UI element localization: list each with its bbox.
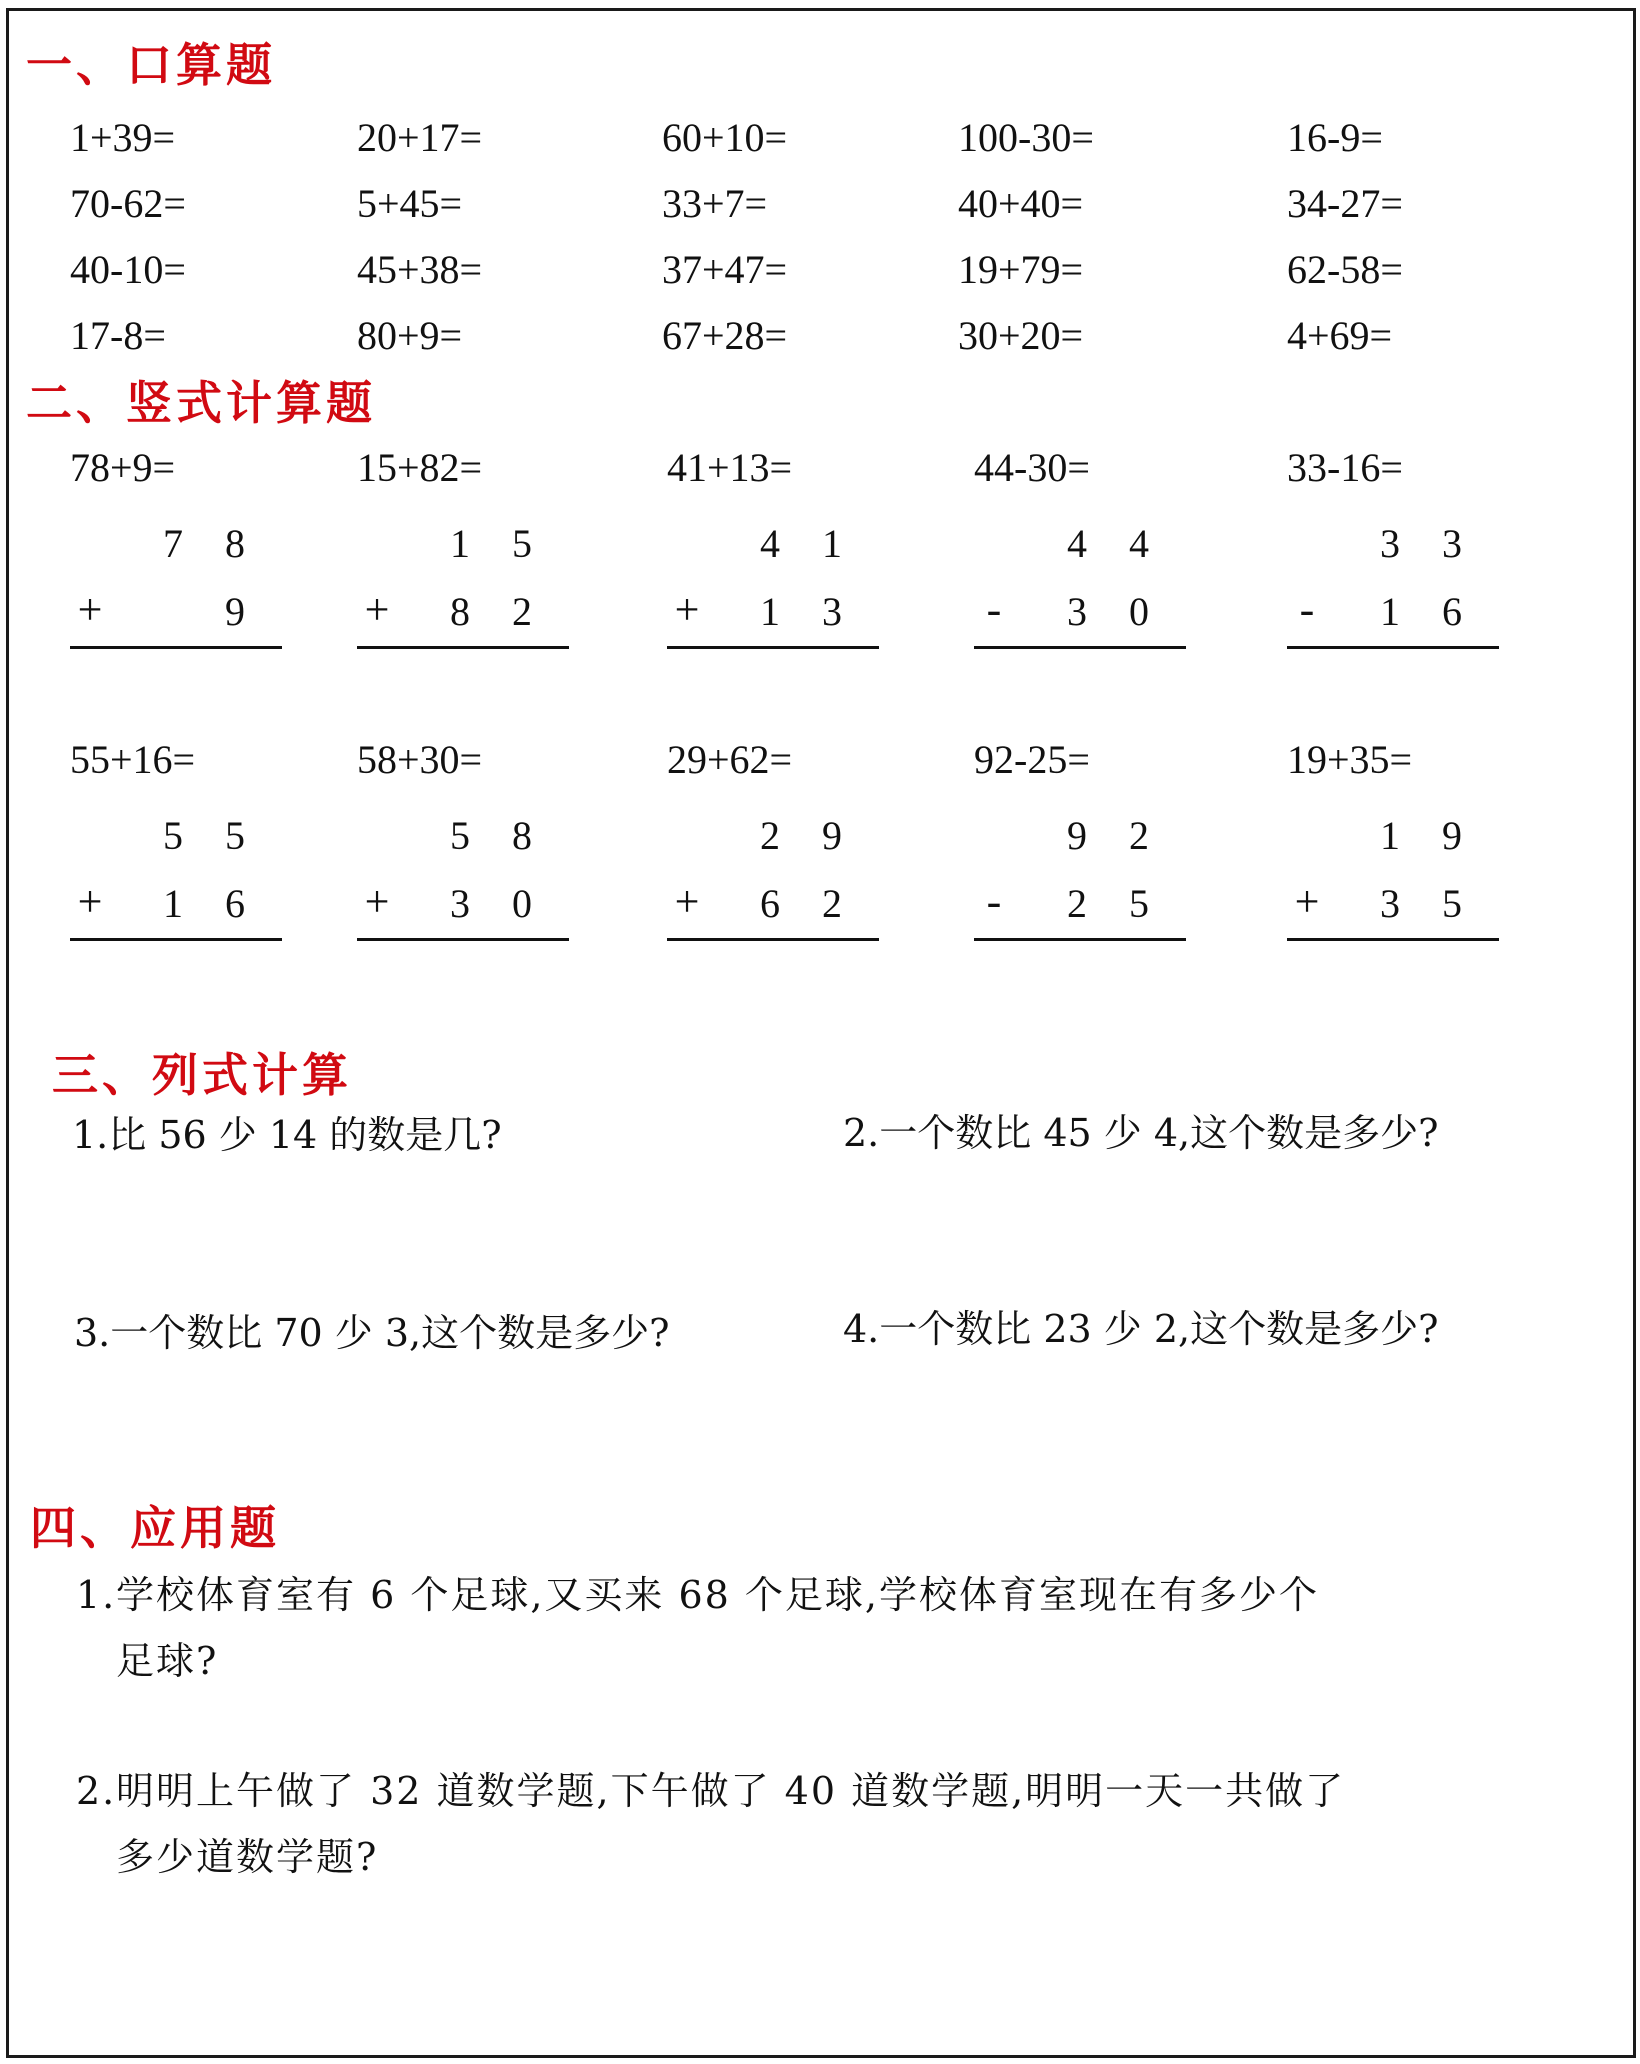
answer-line bbox=[357, 938, 569, 941]
top-digit: 1 bbox=[822, 521, 842, 566]
oral-item: 100-30= bbox=[958, 115, 1094, 160]
top-digit: 5 bbox=[163, 813, 183, 858]
vertical-expression: 44-30= bbox=[974, 445, 1090, 490]
vertical-expression: 41+13= bbox=[667, 445, 793, 490]
oral-item: 33+7= bbox=[662, 181, 768, 226]
vertical-problem bbox=[357, 737, 569, 926]
plus-sign: + bbox=[1294, 877, 1320, 926]
top-digit: 8 bbox=[225, 521, 245, 566]
vertical-problem bbox=[667, 445, 879, 634]
formula-question: 4.一个数比 23 少 2,这个数是多少? bbox=[843, 1307, 1439, 1351]
oral-item: 1+39= bbox=[70, 115, 176, 160]
vertical-expression: 33-16= bbox=[1287, 445, 1403, 490]
bottom-digit: 6 bbox=[225, 881, 245, 926]
vertical-problem bbox=[70, 445, 282, 634]
oral-item: 45+38= bbox=[357, 247, 483, 292]
top-digit: 5 bbox=[450, 813, 470, 858]
bottom-digit: 1 bbox=[760, 589, 780, 634]
bottom-digit: 1 bbox=[1380, 589, 1400, 634]
minus-sign: - bbox=[986, 877, 1002, 926]
top-digit: 2 bbox=[760, 813, 780, 858]
vertical-expression: 92-25= bbox=[974, 737, 1090, 782]
bottom-digit: 2 bbox=[1067, 881, 1087, 926]
vertical-expression: 55+16= bbox=[70, 737, 196, 782]
top-digit: 3 bbox=[1442, 521, 1462, 566]
bottom-digit: 8 bbox=[450, 589, 470, 634]
top-digit: 1 bbox=[450, 521, 470, 566]
top-digit: 5 bbox=[512, 521, 532, 566]
question-text-line1: 明明上午做了 32 道数学题,下午做了 40 道数学题,明明一天一共做了 bbox=[116, 1769, 1346, 1813]
plus-sign: + bbox=[674, 877, 700, 926]
oral-item: 16-9= bbox=[1287, 115, 1383, 160]
oral-item: 40+40= bbox=[958, 181, 1084, 226]
bottom-digit: 2 bbox=[512, 589, 532, 634]
top-digit: 9 bbox=[1067, 813, 1087, 858]
question-text-line2: 足球? bbox=[116, 1639, 219, 1683]
formula-question: 3.一个数比 70 少 3,这个数是多少? bbox=[74, 1311, 670, 1355]
bottom-digit: 6 bbox=[1442, 589, 1462, 634]
bottom-digit: 3 bbox=[822, 589, 842, 634]
oral-item: 40-10= bbox=[70, 247, 186, 292]
answer-line bbox=[974, 938, 1186, 941]
vertical-problem bbox=[357, 445, 569, 634]
plus-sign: + bbox=[77, 877, 103, 926]
formula-question: 2.一个数比 45 少 4,这个数是多少? bbox=[843, 1111, 1439, 1155]
vertical-problem bbox=[667, 737, 879, 926]
oral-item: 80+9= bbox=[357, 313, 463, 358]
top-digit: 8 bbox=[512, 813, 532, 858]
bottom-digit: 1 bbox=[163, 881, 183, 926]
question-number: 2. bbox=[76, 1769, 117, 1813]
answer-line bbox=[70, 938, 282, 941]
bottom-digit: 3 bbox=[1067, 589, 1087, 634]
top-digit: 9 bbox=[1442, 813, 1462, 858]
vertical-problem bbox=[70, 737, 282, 926]
vertical-expression: 78+9= bbox=[70, 445, 176, 490]
answer-line bbox=[667, 938, 879, 941]
oral-item: 34-27= bbox=[1287, 181, 1403, 226]
top-digit: 4 bbox=[760, 521, 780, 566]
vertical-problem bbox=[974, 737, 1186, 926]
section-title-oral: 一、口算题 bbox=[26, 38, 276, 92]
minus-sign: - bbox=[1299, 585, 1315, 634]
bottom-digit: 3 bbox=[1380, 881, 1400, 926]
top-digit: 4 bbox=[1129, 521, 1149, 566]
vertical-problem bbox=[974, 445, 1186, 634]
top-digit: 1 bbox=[1380, 813, 1400, 858]
question-number: 1. bbox=[76, 1573, 117, 1617]
question-text-line2: 多少道数学题? bbox=[116, 1835, 379, 1879]
oral-item: 5+45= bbox=[357, 181, 463, 226]
application-question bbox=[76, 1562, 1556, 1694]
vertical-expression: 58+30= bbox=[357, 737, 483, 782]
bottom-digit: 0 bbox=[1129, 589, 1149, 634]
oral-item: 62-58= bbox=[1287, 247, 1403, 292]
oral-item: 67+28= bbox=[662, 313, 788, 358]
section-title-application: 四、应用题 bbox=[30, 1501, 280, 1555]
bottom-digit: 0 bbox=[512, 881, 532, 926]
plus-sign: + bbox=[364, 585, 390, 634]
section-title-formula: 三、列式计算 bbox=[52, 1048, 352, 1102]
formula-question: 1.比 56 少 14 的数是几? bbox=[72, 1113, 502, 1157]
plus-sign: + bbox=[364, 877, 390, 926]
top-digit: 7 bbox=[163, 521, 183, 566]
plus-sign: + bbox=[674, 585, 700, 634]
top-digit: 5 bbox=[225, 813, 245, 858]
bottom-digit: 5 bbox=[1129, 881, 1149, 926]
application-question bbox=[76, 1758, 1556, 1890]
answer-line bbox=[1287, 646, 1499, 649]
top-digit: 4 bbox=[1067, 521, 1087, 566]
vertical-expression: 29+62= bbox=[667, 737, 793, 782]
answer-line bbox=[1287, 938, 1499, 941]
answer-line bbox=[357, 646, 569, 649]
oral-item: 20+17= bbox=[357, 115, 483, 160]
top-digit: 3 bbox=[1380, 521, 1400, 566]
answer-line bbox=[70, 646, 282, 649]
bottom-digit: 5 bbox=[1442, 881, 1462, 926]
answer-line bbox=[667, 646, 879, 649]
bottom-digit: 6 bbox=[760, 881, 780, 926]
minus-sign: - bbox=[986, 585, 1002, 634]
vertical-expression: 19+35= bbox=[1287, 737, 1413, 782]
oral-item: 60+10= bbox=[662, 115, 788, 160]
oral-item: 30+20= bbox=[958, 313, 1084, 358]
vertical-expression: 15+82= bbox=[357, 445, 483, 490]
section-title-vertical: 二、竖式计算题 bbox=[26, 376, 376, 430]
oral-item: 70-62= bbox=[70, 181, 186, 226]
answer-line bbox=[974, 646, 1186, 649]
oral-item: 37+47= bbox=[662, 247, 788, 292]
vertical-problem bbox=[1287, 445, 1499, 634]
plus-sign: + bbox=[77, 585, 103, 634]
oral-item: 4+69= bbox=[1287, 313, 1393, 358]
oral-item: 17-8= bbox=[70, 313, 166, 358]
question-text-line1: 学校体育室有 6 个足球,又买来 68 个足球,学校体育室现在有多少个 bbox=[116, 1573, 1320, 1617]
bottom-digit: 2 bbox=[822, 881, 842, 926]
vertical-problem bbox=[1287, 737, 1499, 926]
top-digit: 9 bbox=[822, 813, 842, 858]
bottom-digit: 9 bbox=[225, 589, 245, 634]
top-digit: 2 bbox=[1129, 813, 1149, 858]
oral-item: 19+79= bbox=[958, 247, 1084, 292]
bottom-digit: 3 bbox=[450, 881, 470, 926]
